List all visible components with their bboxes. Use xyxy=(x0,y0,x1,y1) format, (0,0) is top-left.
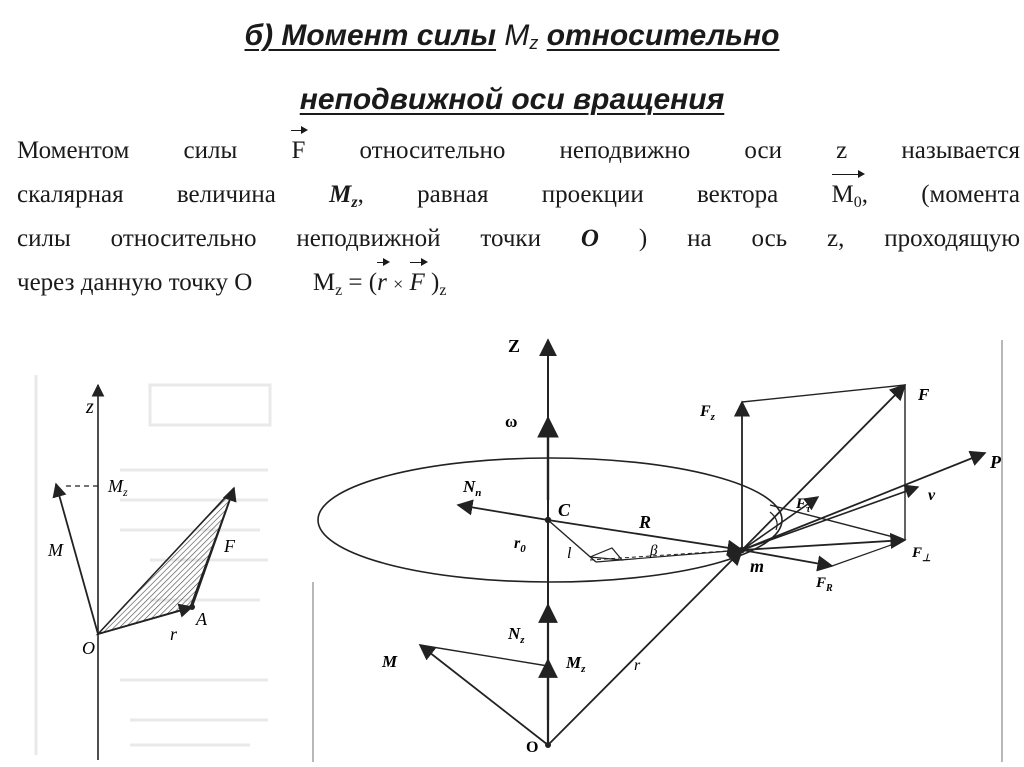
helper-line-M xyxy=(420,645,548,666)
title-line-2: неподвижной оси вращения xyxy=(299,83,725,116)
paragraph-line-4: через данную точку O $M_z = (r \times F$ )$_z$ xyxy=(17,266,446,307)
mz-bold: $M_z$ xyxy=(329,181,358,211)
label-Ftau: $F_\tau$ xyxy=(796,496,811,515)
label-r0: $r_0$ xyxy=(514,535,526,555)
left-label-z: z xyxy=(86,396,94,418)
label-F: F xyxy=(918,385,930,404)
vector-F: F xyxy=(291,134,305,167)
label-C: C xyxy=(558,500,571,520)
vector-Nn xyxy=(458,505,548,520)
label-Nn: $N_n$ xyxy=(463,477,482,499)
vector-M-large xyxy=(420,645,548,745)
left-label-O: O xyxy=(82,638,95,658)
left-label-F: F xyxy=(224,536,235,556)
label-Nz: $N_z$ xyxy=(508,624,525,646)
label-m: m xyxy=(750,556,765,576)
label-Z: Z xyxy=(508,336,521,356)
title-part-2: относительно xyxy=(546,19,780,52)
title-part-1: б) Момент силы xyxy=(244,19,497,52)
point-O-bold: O xyxy=(580,225,599,252)
left-label-Mz: $M_z$ xyxy=(108,476,128,499)
formula: $M_z = (r \times F$ )$_z$ xyxy=(313,269,447,296)
left-label-M: M xyxy=(48,540,63,560)
label-M: M xyxy=(382,652,398,671)
label-R: R xyxy=(639,512,652,532)
label-Fz: $F_z$ xyxy=(700,403,715,423)
vector-M0: $M_0$ xyxy=(832,178,862,219)
label-Mz: $M_z$ xyxy=(566,653,586,675)
label-v: v xyxy=(928,487,936,504)
label-FR: $F_R$ xyxy=(816,575,833,594)
vector-r-to-m xyxy=(548,550,742,745)
paragraph-line-2: скалярная величина $M_z$, равная проекции вектора $M_0$, (момента xyxy=(17,178,1020,219)
l-notch xyxy=(590,548,622,560)
point-m xyxy=(739,547,745,553)
left-label-A: A xyxy=(196,609,207,629)
label-beta: β xyxy=(650,543,658,559)
label-l: l xyxy=(567,545,572,562)
point-O xyxy=(545,742,551,748)
beta-dashed xyxy=(590,550,742,560)
box-top xyxy=(742,385,905,402)
vector-P xyxy=(742,453,985,550)
paragraph-line-3: силы относительно неподвижной точки O ) на ось z, проходящую xyxy=(17,225,1021,252)
label-r: r xyxy=(634,657,641,674)
vector-F xyxy=(742,385,905,550)
label-Fperp: $F_\perp$ xyxy=(912,545,931,564)
label-P: P xyxy=(990,452,1001,472)
title-mz-symbol: $M_z$ xyxy=(504,19,539,53)
left-label-r: r xyxy=(170,624,178,644)
paragraph-line-1: Моментом силы F относительно неподвижно оси z называется xyxy=(17,134,1020,167)
label-omega: ω xyxy=(505,412,518,431)
point-C xyxy=(545,517,551,523)
label-O: O xyxy=(526,739,539,756)
Ftau-to-Fperp xyxy=(770,505,905,540)
